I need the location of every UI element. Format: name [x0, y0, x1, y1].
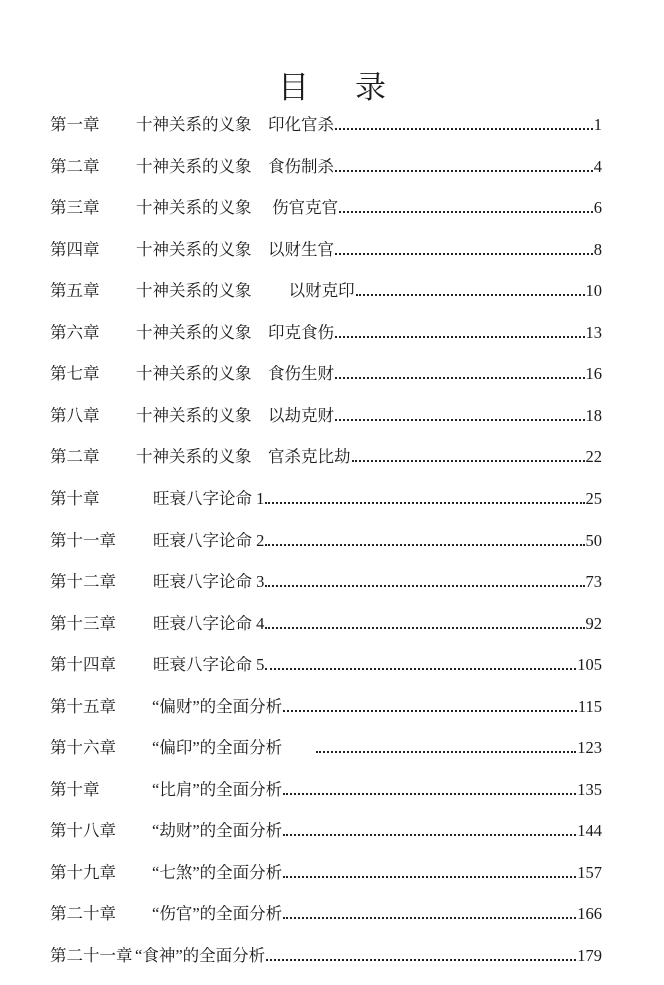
chapter-title: 旺衰八字论命 2: [153, 530, 265, 550]
chapter-title: 十神关系的义象 印化官杀: [136, 115, 334, 134]
chapter-title: 旺衰八字论命 4: [153, 613, 265, 633]
toc-entry[interactable]: [50, 613, 602, 635]
toc-entry[interactable]: [50, 654, 602, 676]
toc-entry[interactable]: [50, 571, 602, 593]
toc-entry[interactable]: [50, 862, 602, 884]
chapter-label: 第五章: [50, 281, 100, 301]
page-number: 50: [585, 530, 602, 550]
chapter-title: “伤官”的全面分析: [152, 904, 283, 924]
dot-leader: [265, 627, 584, 629]
page-number: 18: [585, 405, 602, 425]
toc-entry[interactable]: [50, 156, 602, 178]
page-number: 115: [577, 696, 602, 716]
page-number: 6: [593, 198, 602, 218]
dot-leader: [265, 668, 576, 670]
page-number: 92: [585, 613, 602, 633]
toc-entry[interactable]: [50, 488, 602, 510]
chapter-label: 第二十一章: [50, 946, 133, 965]
page-number: 1: [593, 115, 602, 134]
page-number: 123: [577, 738, 602, 758]
dot-leader: [283, 917, 576, 919]
toc-entry[interactable]: [50, 945, 602, 967]
chapter-title: “七煞”的全面分析: [152, 862, 283, 882]
chapter-label: 第六章: [50, 322, 100, 342]
chapter-title: “偏印”的全面分析: [152, 738, 316, 758]
chapter-title: 旺衰八字论命 5: [153, 655, 265, 675]
page-number: 13: [585, 322, 602, 342]
chapter-label: 第四章: [50, 239, 100, 259]
dot-leader: [283, 710, 577, 712]
toc-entry[interactable]: [50, 737, 602, 759]
toc-entry[interactable]: [50, 239, 602, 261]
chapter-label: 第十九章: [50, 862, 116, 882]
chapter-label: 第三章: [50, 198, 100, 218]
chapter-title: 十神关系的义象 官杀克比劫: [136, 447, 351, 467]
dot-leader: [283, 876, 576, 878]
page-number: 10: [585, 281, 602, 301]
chapter-label: 第十三章: [50, 613, 116, 633]
chapter-title: “偏财”的全面分析: [152, 696, 283, 716]
chapter-label: 第七章: [50, 364, 100, 384]
toc-entry[interactable]: [50, 405, 602, 427]
page-number: 16: [585, 364, 602, 384]
chapter-label: 第一章: [50, 115, 100, 134]
chapter-title: 十神关系的义象 以财生官: [136, 239, 334, 259]
toc-entry[interactable]: [50, 280, 602, 302]
chapter-title: 十神关系的义象 印克食伤: [136, 322, 334, 342]
dot-leader: [335, 377, 585, 379]
dot-leader: [266, 959, 576, 961]
page-number: 179: [577, 946, 602, 965]
page-number: 73: [585, 572, 602, 592]
chapter-label: 第十二章: [50, 572, 116, 592]
chapter-label: 第二十章: [50, 904, 116, 924]
toc-entry[interactable]: [50, 779, 602, 801]
dot-leader: [265, 502, 584, 504]
chapter-title: “比肩”的全面分析: [152, 779, 283, 799]
chapter-label: 第十八章: [50, 821, 116, 841]
chapter-title: 十神关系的义象 伤官克官: [136, 198, 339, 218]
chapter-title: 十神关系的义象 食伤制杀: [136, 156, 334, 176]
toc-entry[interactable]: [50, 114, 602, 136]
page-number: 144: [577, 821, 602, 841]
chapter-title: 旺衰八字论命 1: [153, 488, 265, 508]
chapter-label: 第十一章: [50, 530, 116, 550]
dot-leader: [335, 128, 593, 130]
chapter-label: 第二章: [50, 447, 100, 467]
dot-leader: [316, 751, 576, 753]
dot-leader: [283, 793, 576, 795]
dot-leader: [335, 336, 585, 338]
chapter-title: 十神关系的义象 食伤生财: [136, 364, 334, 384]
dot-leader: [335, 419, 585, 421]
page-number: 166: [577, 904, 602, 924]
dot-leader: [335, 253, 593, 255]
page-number: 105: [577, 655, 602, 675]
chapter-label: 第二章: [50, 156, 100, 176]
chapter-label: 第十五章: [50, 696, 116, 716]
dot-leader: [356, 294, 585, 296]
chapter-label: 第十章: [50, 779, 100, 799]
dot-leader: [339, 211, 593, 213]
toc-title: 目录: [278, 70, 432, 105]
page-number: 157: [577, 862, 602, 882]
chapter-title: 十神关系的义象 以劫克财: [136, 405, 334, 425]
toc-entry[interactable]: [50, 446, 602, 468]
toc-entry[interactable]: [50, 820, 602, 842]
page-number: 25: [585, 488, 602, 508]
dot-leader: [283, 834, 576, 836]
chapter-label: 第十六章: [50, 738, 116, 758]
toc-entry[interactable]: [50, 903, 602, 925]
dot-leader: [265, 544, 584, 546]
toc-entry[interactable]: [50, 363, 602, 385]
dot-leader: [335, 170, 593, 172]
chapter-title: 十神关系的义象 以财克印: [136, 281, 355, 301]
chapter-title: “劫财”的全面分析: [152, 821, 283, 841]
toc-entry[interactable]: [50, 530, 602, 552]
page-number: 4: [593, 156, 602, 176]
chapter-label: 第十章: [50, 488, 100, 508]
dot-leader: [352, 460, 585, 462]
dot-leader: [265, 585, 584, 587]
toc-entry[interactable]: [50, 197, 602, 219]
chapter-label: 第十四章: [50, 655, 116, 675]
page-number: 8: [593, 239, 602, 259]
chapter-title: “食神”的全面分析: [135, 946, 266, 965]
page-number: 135: [577, 779, 602, 799]
toc-entry[interactable]: [50, 322, 602, 344]
chapter-label: 第八章: [50, 405, 100, 425]
toc-entry[interactable]: [50, 696, 602, 718]
chapter-title: 旺衰八字论命 3: [153, 572, 265, 592]
page-number: 22: [585, 447, 602, 467]
